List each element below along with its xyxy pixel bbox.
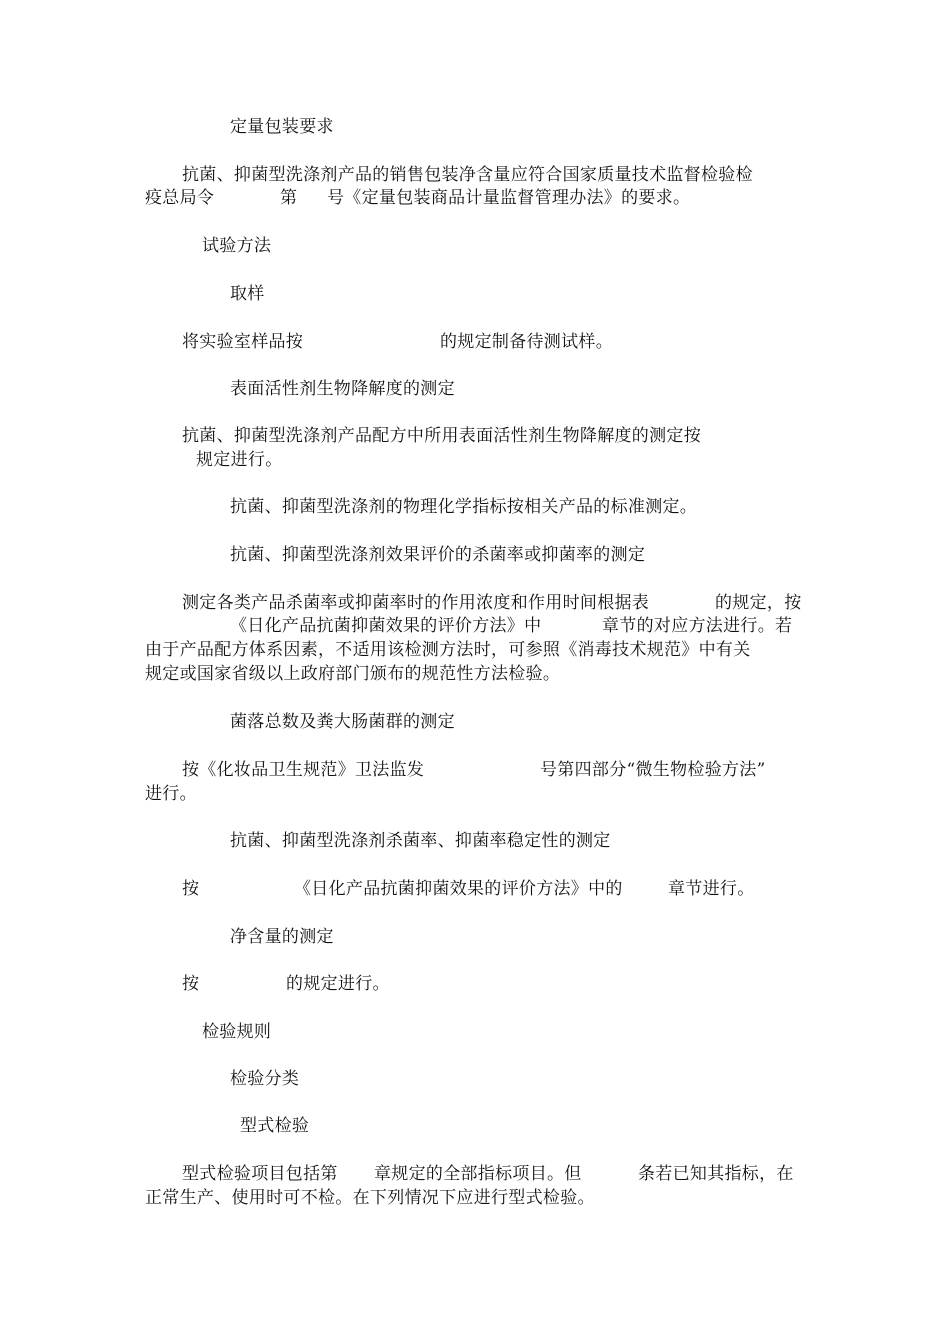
paragraph-efficacy-line-3: 由于产品配方体系因素，不适用该检测方法时，可参照《消毒技术规范》中有关 <box>145 640 751 660</box>
paragraph-colony-line-2: 进行。 <box>145 784 197 804</box>
paragraph-surfactant-line-2: 规定进行。 <box>196 450 283 470</box>
text-segment: 号第四部分“微生物检验方法” <box>540 760 766 780</box>
heading-physicochemical: 抗菌、抑菌型洗涤剂的物理化学指标按相关产品的标准测定。 <box>230 497 698 517</box>
text-segment: 的规定，按 <box>715 593 802 613</box>
text-segment: 的规定进行。 <box>286 974 390 994</box>
heading-surfactant-biodegradability: 表面活性剂生物降解度的测定 <box>230 379 455 399</box>
text-segment: 章规定的全部指标项目。但 <box>374 1164 582 1184</box>
heading-stability: 抗菌、抑菌型洗涤剂杀菌率、抑菌率稳定性的测定 <box>230 831 611 851</box>
paragraph-efficacy-line-4: 规定或国家省级以上政府部门颁布的规范性方法检验。 <box>145 664 561 684</box>
heading-test-methods: 试验方法 <box>202 236 272 256</box>
paragraph-type-line-2: 正常生产、使用时可不检。在下列情况下应进行型式检验。 <box>145 1188 595 1208</box>
text-segment: 《日化产品抗菌抑菌效果的评价方法》中 <box>230 616 542 636</box>
text-segment: 按 <box>182 974 200 994</box>
text-segment: 将实验室样品按 <box>182 332 304 352</box>
text-segment: 型式检验项目包括第 <box>182 1164 338 1184</box>
heading-sampling: 取样 <box>230 284 265 304</box>
heading-inspection-rules: 检验规则 <box>202 1022 272 1042</box>
paragraph-surfactant-line-1: 抗菌、抑菌型洗涤剂产品配方中所用表面活性剂生物降解度的测定按 <box>182 426 701 446</box>
text-segment: 的规定制备待测试样。 <box>440 332 613 352</box>
text-segment: 疫总局令 <box>145 188 215 208</box>
text-segment: 《日化产品抗菌抑菌效果的评价方法》中的 <box>294 879 623 899</box>
text-segment: 号《定量包装商品计量监督管理办法》的要求。 <box>327 188 691 208</box>
text-segment: 按 <box>182 879 200 899</box>
heading-net-content: 净含量的测定 <box>230 927 334 947</box>
paragraph-package-line-1: 抗菌、抑菌型洗涤剂产品的销售包装净含量应符合国家质量技术监督检验检 <box>182 165 753 185</box>
text-segment: 第 <box>280 188 298 208</box>
text-segment: 按《化妆品卫生规范》卫法监发 <box>182 760 425 780</box>
heading-type-inspection: 型式检验 <box>240 1116 310 1136</box>
text-segment: 条若已知其指标，在 <box>638 1164 794 1184</box>
text-segment: 章节进行。 <box>668 879 755 899</box>
heading-efficacy-evaluation: 抗菌、抑菌型洗涤剂效果评价的杀菌率或抑菌率的测定 <box>230 545 646 565</box>
text-segment: 章节的对应方法进行。若 <box>602 616 793 636</box>
text-segment: 测定各类产品杀菌率或抑菌率时的作用浓度和作用时间根据表 <box>182 593 650 613</box>
heading-inspection-classification: 检验分类 <box>230 1069 300 1089</box>
heading-colony-count: 菌落总数及粪大肠菌群的测定 <box>230 712 455 732</box>
heading-package-requirements: 定量包装要求 <box>230 117 334 137</box>
